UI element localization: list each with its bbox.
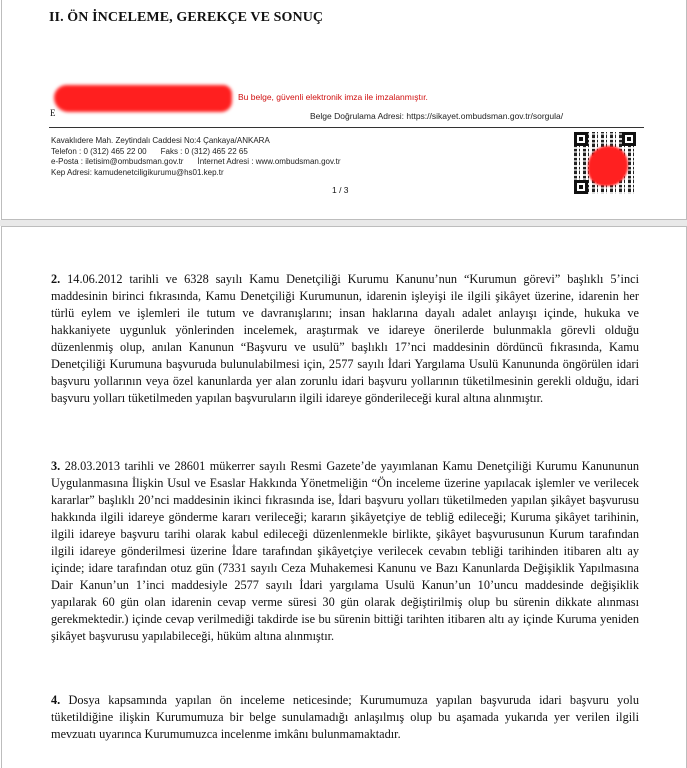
paragraph-number: 4. <box>51 693 61 707</box>
document-page-2 <box>1 226 687 768</box>
contact-address: Kavaklıdere Mah. Zeytindalı Caddesi No:4 Çankaya/ANKARA <box>51 136 270 145</box>
verify-address[interactable]: Belge Doğrulama Adresi: https://sikayet.ombudsman.gov.tr/sorgula/ <box>310 111 564 121</box>
contact-web[interactable]: İnternet Adresi : www.ombudsman.gov.tr <box>197 157 341 166</box>
qr-finder-icon <box>574 180 588 194</box>
redaction-mark <box>54 85 232 112</box>
qr-finder-icon <box>574 132 588 146</box>
paragraph-number: 3. <box>51 459 61 473</box>
document-page-1 <box>1 0 687 220</box>
paragraph-text: 14.06.2012 tarihli ve 6328 sayılı Kamu Denetçiliği Kurumu Kanunu’nun “Kurumun görevi” başlıklı 5’inci maddesinin birinci fıkrasında, Kamu Denetçiliği Kurumunun, idarenin işleyişi ile ilgili şikâyet üzerine, idarenin her türlü eylem ve işlemleri ile tutum ve davranışlarını; insan haklarına dayalı adalet anlayışı içinde, hukuka ve hakkaniyete uygunluk yönlerinden incelemek, araştırmak ve idareye önerilerde bulunmakla görevli olduğu düzenlenmiş olup, anılan Kanunun “Başvuru ve usulü” başlıklı 17’nci maddesinin dördüncü fıkrasında, Kamu Denetçiliği Kurumuna başvuruda bulunulabilmesi için, 2577 sayılı İdari Yargılama Usulü Kanununda öngörülen idari başvuru yollarının veya özel kanunlarda yer alan zorunlu idari başvuru yollarının tüketilmesinin gerekli olduğu, idari başvuru yolları tüketilmeden yapılan başvuruların ilgili idareye gönderileceği kural altına alınmıştır. <box>51 272 639 405</box>
section-title: II. ÖN İNCELEME, GEREKÇE VE SONUÇ <box>49 10 324 25</box>
contact-phone: Telefon : 0 (312) 465 22 00 <box>51 146 147 156</box>
contact-email-web <box>51 157 341 168</box>
contact-kep: Kep Adresi: kamudenetciligikurumu@hs01.kep.tr <box>51 167 224 177</box>
qr-finder-icon <box>622 132 636 146</box>
qr-code-icon <box>574 132 636 194</box>
footer-start-char: E <box>50 108 56 118</box>
paragraph-number: 2. <box>51 272 61 286</box>
paragraph-text: Dosya kapsamında yapılan ön inceleme neticesinde; Kurumumuza yapılan başvuruda idari başvuru yolu tüketildiğine ilişkin Kurumumuza bir belge sunulamadığı anlaşılmış olup bu aşamada yukarıda yer verilen ilgili mevzuatı uyarınca Kurumumuzca incelenme imkânı bulunmamaktadır. <box>51 693 639 741</box>
paragraph-4 <box>51 692 639 743</box>
signature-note: Bu belge, güvenli elektronik imza ile imzalanmıştır. <box>238 92 428 102</box>
contact-fax: Faks : 0 (312) 465 22 65 <box>160 146 248 156</box>
contact-email[interactable]: e-Posta : iletisim@ombudsman.gov.tr <box>51 157 184 166</box>
page-number: 1 / 3 <box>332 185 349 195</box>
contact-phone-fax <box>51 147 341 158</box>
footer-divider <box>49 127 644 128</box>
paragraph-2 <box>51 271 639 407</box>
contact-block <box>51 136 341 178</box>
paragraph-text: 28.03.2013 tarihli ve 28601 mükerrer sayılı Resmi Gazete’de yayımlanan Kamu Denetçiliği Kurumu Kanununun Uygulanmasına İlişkin Usul ve Esaslar Hakkında Yönetmeliğin “Ön inceleme üzerine yapılacak işlemler ve verilecek kararlar” başlıklı 20’nci maddesinin ikinci fıkrasında ise, İdari başvuru yolları tüketilmeden yapılan şikâyet başvurusu hakkında ilgili idareye gönderme kararı verileceği; kararın şikâyetçiye de tebliğ edileceği; Kuruma şikâyet tarihinin, ilgili idareye başvuru tarihi olarak kabul edileceği düzenlenmekle birlikte, şikâyet başvurusunun Kurum tarafından ilgili idareye gönderilmesi üzerine İdare tarafından şikâyetçiye verilecek cevabın tebliği tarihinden itibaren altı ay içinde; idare tarafından otuz gün (7331 sayılı Ceza Muhakemesi Kanunu ve Bazı Kanunlarda Değişiklik Yapılmasına Dair Kanun’un 1’inci maddesiyle 2577 sayılı İdari yargılama Usulü Kanun’un 10’uncu maddesinde değişiklik yapılarak 60 gün olan idarenin cevap verme süresi 30 gün olarak değiştirilmiş olup bu sürenin dikkate alınması gerekmektedir.) içinde cevap verilmediği takdirde ise bu sürenin bittiği tarihten itibaren altı ay içinde Kuruma yeniden şikâyet başvurusu yapılabileceği, hüküm altına alınmıştır. <box>51 459 639 643</box>
qr-redaction-mark <box>588 146 628 186</box>
paragraph-3 <box>51 458 639 645</box>
